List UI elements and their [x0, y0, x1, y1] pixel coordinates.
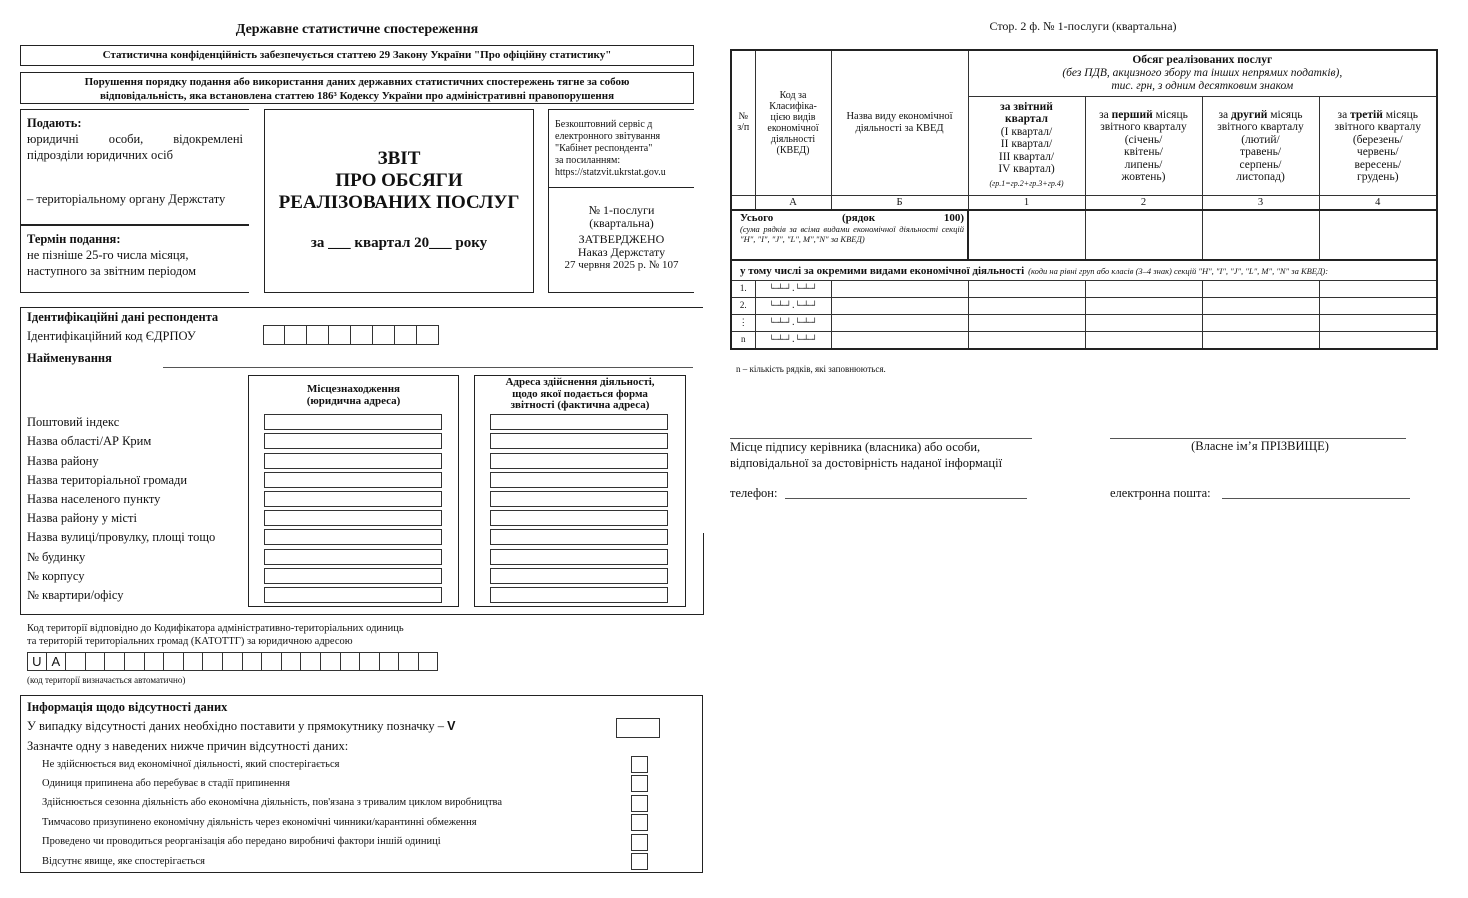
header-text: за: [1337, 108, 1351, 121]
value-cell[interactable]: [1085, 315, 1202, 332]
header-text: цією видів: [770, 111, 816, 123]
volume-group-header: [968, 50, 1437, 96]
legal-address-field[interactable]: [264, 529, 442, 545]
header-text: вересень/: [1354, 158, 1402, 171]
form-approval-info: [549, 188, 694, 272]
total-row-title: [740, 213, 964, 225]
header-text: тис. грн, з одним десятковим знаком: [1111, 79, 1294, 92]
kved-code-mask[interactable]: └─┴─┘.└─┴─┘: [755, 298, 831, 315]
header-text: місяць: [1382, 108, 1418, 121]
edrpou-code-cells[interactable]: [263, 325, 439, 345]
phone-label: телефон:: [730, 486, 778, 500]
header-text: за звітний: [1000, 100, 1053, 113]
header-text: (І квартал/: [1000, 125, 1053, 138]
header-text: [1205, 109, 1317, 122]
submitters-recipient: – територіальному органу Держстату: [27, 192, 226, 206]
activity-name-cell[interactable]: [831, 281, 968, 298]
form-number: № 1-послуги: [588, 203, 655, 217]
header-text: жовтень): [1121, 171, 1166, 183]
actual-address-field[interactable]: [490, 587, 668, 603]
services-volume-table: [730, 49, 1438, 350]
header-text: (КВЕД): [776, 144, 810, 156]
code-cell[interactable]: [329, 325, 351, 345]
code-cell[interactable]: [145, 652, 165, 671]
header-text: другий: [1231, 108, 1268, 121]
code-cell[interactable]: [351, 325, 373, 345]
check-mark-symbol: V: [447, 719, 456, 733]
total-row-label: [731, 210, 968, 260]
address-row-label: № корпусу: [27, 569, 85, 583]
submitters-line: юридичні особи, відокремлені: [27, 132, 243, 146]
email-label: електронна пошта:: [1110, 486, 1211, 500]
legal-address-field[interactable]: [264, 472, 442, 488]
code-cell[interactable]: [417, 325, 439, 345]
code-cell[interactable]: [263, 325, 285, 345]
header-text: ІІ квартал/: [1000, 138, 1053, 151]
name-label: Найменування: [27, 351, 112, 365]
activity-row: [731, 332, 1437, 349]
code-cell[interactable]: [360, 652, 380, 671]
column-letter: 4: [1319, 195, 1437, 210]
value-cell[interactable]: [1202, 332, 1319, 349]
legal-address-field[interactable]: [264, 510, 442, 526]
report-title: ЗВІТ: [377, 148, 421, 169]
header-text: звітного кварталу: [1100, 121, 1187, 133]
address-row-label: № квартири/офісу: [27, 588, 124, 602]
katottg-description: [27, 622, 404, 648]
header-text: (січень/: [1124, 133, 1163, 146]
service-box: [548, 109, 694, 293]
header-text: економічної: [767, 122, 819, 134]
absence-reason-checkbox[interactable]: [631, 834, 648, 851]
absence-reason-checkbox[interactable]: [631, 853, 648, 870]
liability-line: Порушення порядку подання або використання даних державних статистичних спостережень тягне за собою: [84, 76, 630, 88]
data-absence-prompt: Зазначте одну з наведених нижче причин відсутності даних:: [27, 739, 349, 753]
report-title: РЕАЛІЗОВАНИХ ПОСЛУГ: [278, 192, 520, 213]
header-text: третій: [1350, 108, 1383, 121]
confidentiality-notice: Статистична конфіденційність забезпечується статтею 29 Закону України "Про офіційну статистику": [20, 45, 694, 66]
actual-address-field[interactable]: [490, 433, 668, 449]
katottg-prefix-cell: U: [27, 652, 47, 671]
service-line: електронного звітування: [555, 131, 661, 142]
activity-name-cell[interactable]: [831, 298, 968, 315]
section-border: [703, 533, 704, 615]
value-cell[interactable]: [1319, 281, 1437, 298]
absence-reason-checkbox[interactable]: [631, 775, 648, 792]
activity-name-cell[interactable]: [831, 315, 968, 332]
actual-address-header: [474, 377, 686, 412]
header-text: листопад): [1236, 171, 1285, 183]
header-text: ІV квартал): [998, 163, 1055, 176]
column-letter: 3: [1202, 195, 1319, 210]
value-cell[interactable]: [968, 281, 1085, 298]
form-heading: Державне статистичне спостереження: [235, 22, 479, 37]
service-line: Безкоштовний сервіс д: [555, 119, 653, 130]
report-period: за ___ квартал 20___ року: [310, 235, 488, 251]
col-quarter-header: [968, 96, 1085, 195]
submitters-box: [20, 109, 249, 225]
kved-code-mask[interactable]: └─┴─┘.└─┴─┘: [755, 315, 831, 332]
header-text: грудень): [1357, 171, 1399, 183]
col-activity-name-header: [831, 50, 968, 195]
legal-address-field[interactable]: [264, 414, 442, 430]
code-cell[interactable]: [223, 652, 243, 671]
value-cell[interactable]: [1085, 332, 1202, 349]
katottg-line: та територій територіальних громад (КАТОТТГ) за юридичною адресою: [27, 636, 353, 647]
code-cell[interactable]: [86, 652, 106, 671]
value-cell[interactable]: [1202, 281, 1319, 298]
signature-caption-line: відповідальної за достовірність наданої інформації: [730, 456, 1003, 470]
legal-address-field[interactable]: [264, 491, 442, 507]
total-row-note: (сума рядків за всіма видами економічної діяльності секцій "Н", "І", "J", "L", М","N" за КВЕД): [740, 224, 964, 245]
value-cell[interactable]: [968, 298, 1085, 315]
col-month3-header: [1319, 96, 1437, 195]
header-text: (рядок: [842, 211, 876, 224]
address-row-label: Назва району у місті: [27, 511, 137, 525]
row-number: ⋮: [731, 315, 755, 332]
code-cell[interactable]: [184, 652, 204, 671]
code-cell[interactable]: [380, 652, 400, 671]
header-text: Код за: [779, 89, 807, 101]
total-value-cell[interactable]: [1202, 210, 1319, 260]
header-text: за: [1099, 108, 1112, 121]
service-link[interactable]: https://statzvit.ukrstat.gov.u: [555, 167, 666, 178]
header-text: звітного кварталу: [1217, 121, 1304, 133]
legal-address-header: [248, 383, 459, 407]
deadline-box: [20, 225, 249, 293]
absence-reason-checkbox[interactable]: [631, 814, 648, 831]
kved-code-mask[interactable]: └─┴─┘.└─┴─┘: [755, 332, 831, 349]
actual-address-field[interactable]: [490, 491, 668, 507]
katottg-note: (код території визначається автоматично): [27, 675, 186, 685]
header-text: за: [1218, 108, 1232, 121]
code-cell[interactable]: [285, 325, 307, 345]
code-cell[interactable]: [164, 652, 184, 671]
column-header: Адреса здійснення діяльності,: [505, 376, 655, 388]
total-value-cell[interactable]: [968, 210, 1085, 260]
column-letter: 1: [968, 195, 1085, 210]
row-number: n: [731, 332, 755, 349]
total-row: [731, 210, 1437, 260]
email-input-line[interactable]: [1222, 498, 1410, 499]
absence-reason-label: Не здійснюється вид економічної діяльності, який спостерігається: [42, 759, 340, 770]
deadline-line: наступного за звітним періодом: [27, 264, 197, 278]
code-cell[interactable]: [419, 652, 439, 671]
code-cell[interactable]: [105, 652, 125, 671]
katottg-code-cells[interactable]: [27, 652, 438, 671]
col-num-header: [731, 50, 755, 195]
instruction-text: У випадку відсутності даних необхідно поставити у прямокутнику позначку –: [27, 719, 445, 733]
value-cell[interactable]: [1319, 332, 1437, 349]
address-row-label: Назва району: [27, 454, 99, 468]
column-letters-row: [731, 195, 1437, 210]
signature-caption-line: Місце підпису керівника (власника) або особи,: [730, 440, 981, 454]
header-text: (березень/: [1352, 133, 1403, 146]
deadline-line: не пізніше 25-го числа місяця,: [27, 248, 189, 262]
row-number: 1.: [731, 281, 755, 298]
edrpou-label: Ідентифікаційний код ЄДРПОУ: [27, 329, 196, 343]
legal-address-field[interactable]: [264, 549, 442, 565]
header-text: місяць: [1152, 108, 1188, 121]
legal-address-field[interactable]: [264, 568, 442, 584]
address-row-label: Назва вулиці/провулку, площі тощо: [27, 530, 216, 544]
data-absence-title: Інформація щодо відсутності даних: [27, 700, 228, 714]
code-cell[interactable]: [262, 652, 282, 671]
value-cell[interactable]: [968, 332, 1085, 349]
legal-address-field[interactable]: [264, 587, 442, 603]
column-header: Місцезнаходження: [307, 383, 400, 395]
including-row-label: [731, 260, 1437, 281]
header-text: перший: [1111, 108, 1153, 121]
code-cell[interactable]: [341, 652, 361, 671]
report-title: ПРО ОБСЯГИ: [335, 170, 463, 191]
approved-label: ЗАТВЕРДЖЕНО: [578, 232, 665, 246]
deadline-title: Термін подання:: [27, 232, 121, 246]
actual-address-field[interactable]: [490, 529, 668, 545]
header-text: (гр.1=гр.2+гр.3+гр.4): [989, 178, 1064, 188]
submitters-line: підрозділи юридичних осіб: [27, 148, 173, 162]
actual-address-field[interactable]: [490, 510, 668, 526]
actual-address-field[interactable]: [490, 472, 668, 488]
code-cell[interactable]: [243, 652, 263, 671]
submitters-title: Подають:: [27, 116, 82, 130]
absence-reason-label: Здійснюється сезонна діяльність або економічна діяльність, пов'язана з тривалим циклом виробництва: [42, 797, 503, 808]
header-text: [1322, 109, 1435, 122]
absence-reason-label: Відсутнє явище, яке спостерігається: [42, 856, 205, 867]
header-text: діяльності за КВЕД: [855, 122, 944, 134]
column-header: щодо якої подається форма: [512, 387, 648, 400]
report-title-box: [264, 109, 534, 293]
actual-address-field[interactable]: [490, 549, 668, 565]
header-text: №: [738, 111, 749, 123]
header-text: серпень/: [1239, 158, 1282, 171]
column-letter: А: [755, 195, 831, 210]
absence-reason-label: Проведено чи проводиться реорганізація або передано виробничі фактори іншій одиниці: [42, 836, 441, 847]
activity-row: [731, 315, 1437, 332]
header-text: (без ПДВ, акцизного збору та інших непрямих податків),: [1062, 66, 1343, 79]
address-row-label: № будинку: [27, 550, 86, 564]
header-text: ІІІ квартал/: [998, 150, 1055, 163]
total-value-cell[interactable]: [1085, 210, 1202, 260]
header-text: (лютий/: [1241, 133, 1280, 146]
electronic-service-info: [549, 110, 694, 188]
header-text: квартал: [1005, 113, 1048, 126]
including-title: у тому числі за окремими видами економічної діяльності: [740, 264, 1025, 277]
legal-address-field[interactable]: [264, 433, 442, 449]
katottg-prefix-cell: A: [47, 652, 67, 671]
header-text: діяльності: [770, 133, 816, 145]
row-number: 2.: [731, 298, 755, 315]
page-2-header: Стор. 2 ф. № 1-послуги (квартальна): [989, 19, 1177, 33]
code-cell[interactable]: [307, 325, 329, 345]
code-cell[interactable]: [399, 652, 419, 671]
actual-address-field[interactable]: [490, 568, 668, 584]
absence-reason-label: Тимчасово призупинено економічну діяльність через економічні чинники/карантинні обмеження: [42, 817, 477, 828]
actual-address-field[interactable]: [490, 414, 668, 430]
value-cell[interactable]: [1202, 315, 1319, 332]
code-cell[interactable]: [203, 652, 223, 671]
code-cell[interactable]: [395, 325, 417, 345]
absence-reason-label: Одиниця припинена або перебуває в стадії припинення: [42, 778, 290, 789]
service-line: за посиланням:: [555, 155, 621, 166]
address-row-label: Назва територіальної громади: [27, 473, 188, 487]
code-cell[interactable]: [282, 652, 302, 671]
header-text: з/п: [737, 121, 750, 133]
col-kved-code-header: [755, 50, 831, 195]
header-text: Назва виду економічної: [846, 111, 953, 123]
header-text: липень/: [1124, 158, 1163, 171]
name-input-line[interactable]: [163, 367, 693, 368]
activity-name-cell[interactable]: [831, 332, 968, 349]
signature-caption: [730, 439, 1002, 471]
code-cell[interactable]: [125, 652, 145, 671]
header-text: місяць: [1267, 108, 1303, 121]
activity-row: [731, 298, 1437, 315]
value-cell[interactable]: [1085, 298, 1202, 315]
liability-line: відповідальність, яка встановлена статтею 186³ Кодексу України про адміністративні правопорушення: [99, 90, 615, 102]
header-text: Обсяг реалізованих послуг: [1132, 53, 1273, 66]
activity-row: [731, 281, 1437, 298]
column-letter: 2: [1085, 195, 1202, 210]
absence-reason-checkbox[interactable]: [631, 756, 648, 773]
service-line: "Кабінет респондента": [555, 143, 653, 154]
header-text: квітень/: [1124, 146, 1163, 158]
col-month2-header: [1202, 96, 1319, 195]
address-row-label: Назва населеного пункту: [27, 492, 161, 506]
no-data-checkbox[interactable]: [616, 718, 660, 738]
column-letter: Б: [831, 195, 968, 210]
katottg-line: Код території відповідно до Кодифікатора адміністративно-територіальних одиниць: [27, 623, 404, 634]
legal-address-field[interactable]: [264, 453, 442, 469]
total-value-cell[interactable]: [1319, 210, 1437, 260]
address-row-label: Поштовий індекс: [27, 415, 120, 429]
header-text: Усього: [740, 211, 774, 224]
value-cell[interactable]: [1319, 315, 1437, 332]
header-text: 100): [943, 211, 964, 224]
actual-address-field[interactable]: [490, 453, 668, 469]
header-text: [1088, 109, 1200, 122]
including-note: (коди на рівні груп або класів (3–4 знак) секцій "Н", "І", "J", "L", М", "N" за КВЕД):: [1028, 265, 1329, 276]
approval-order: Наказ Держстату: [577, 245, 666, 259]
phone-input-line[interactable]: [785, 498, 1027, 499]
form-kind: (квартальна): [589, 216, 654, 230]
kved-code-mask[interactable]: └─┴─┘.└─┴─┘: [755, 281, 831, 298]
column-letter: [731, 195, 755, 210]
absence-reason-checkbox[interactable]: [631, 795, 648, 812]
code-cell[interactable]: [66, 652, 86, 671]
column-header: (юридична адреса): [306, 395, 401, 407]
header-text: червень/: [1356, 146, 1399, 158]
value-cell[interactable]: [1319, 298, 1437, 315]
approval-date: 27 червня 2025 р. № 107: [564, 259, 679, 271]
column-header: звітності (фактична адреса): [510, 399, 650, 411]
value-cell[interactable]: [968, 315, 1085, 332]
liability-notice: [20, 72, 694, 104]
value-cell[interactable]: [1085, 281, 1202, 298]
table-footnote: n – кількість рядків, які заповнюються.: [736, 364, 886, 374]
code-cell[interactable]: [301, 652, 321, 671]
header-text: Класифіка-: [769, 100, 817, 112]
name-caption: (Власне ім’я ПРІЗВИЩЕ): [1191, 439, 1329, 453]
identification-title: Ідентифікаційні дані респондента: [27, 310, 219, 324]
header-text: травень/: [1239, 146, 1282, 158]
address-row-label: Назва області/АР Крим: [27, 434, 152, 448]
including-row: [731, 260, 1437, 281]
value-cell[interactable]: [1202, 298, 1319, 315]
col-month1-header: [1085, 96, 1202, 195]
code-cell[interactable]: [321, 652, 341, 671]
data-absence-instruction: [27, 719, 456, 734]
code-cell[interactable]: [373, 325, 395, 345]
header-text: звітного кварталу: [1334, 121, 1422, 133]
